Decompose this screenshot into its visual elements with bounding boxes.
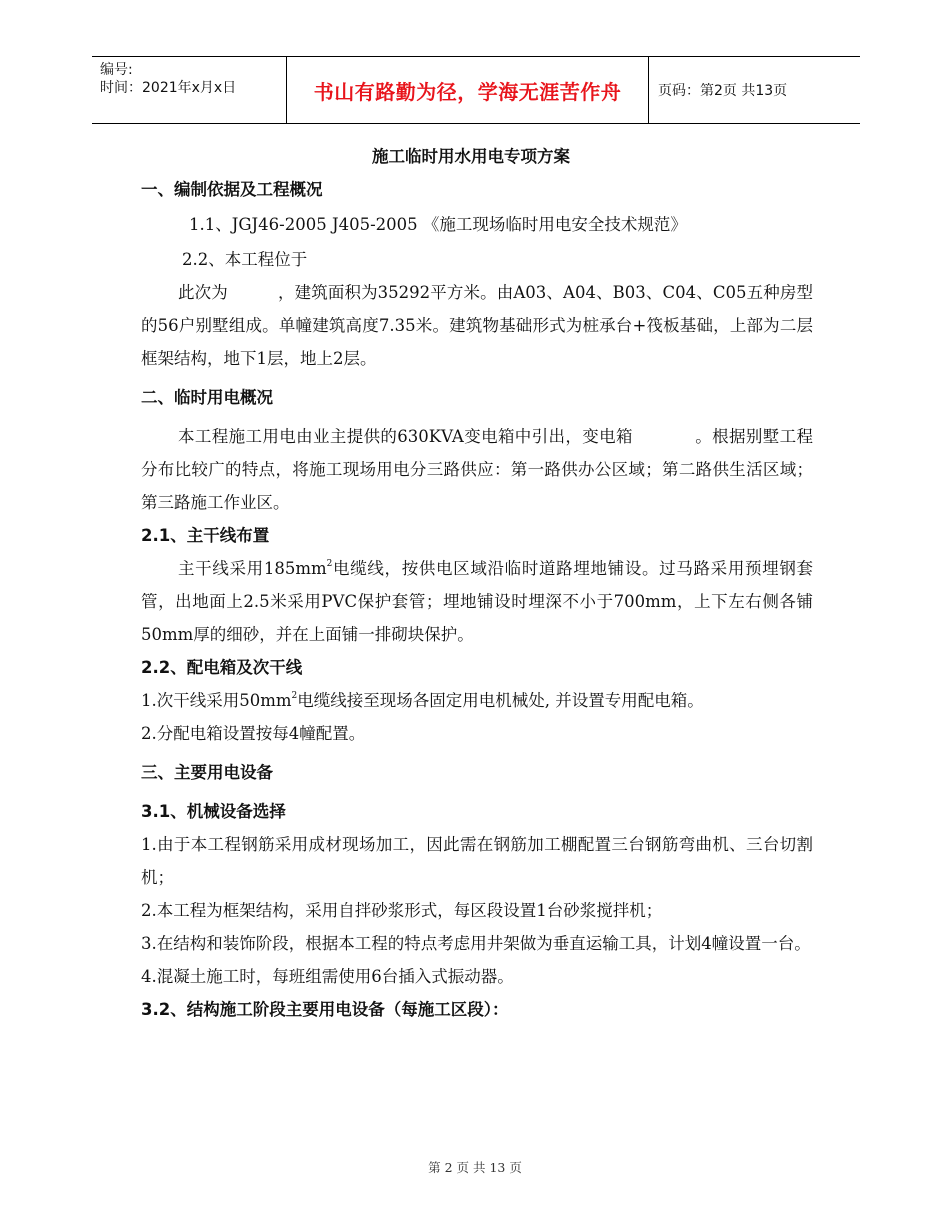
subsection-heading: 3.1、机械设备选择 — [141, 802, 286, 821]
list-item-text: 1.次干线采用50mm — [141, 691, 292, 710]
reference-line: 1.1、JGJ46-2005 J405-2005 《施工现场临时用电安全技术规范》 — [189, 215, 687, 234]
list-item: 4.混凝土施工时，每班组需使用6台插入式振动器。 — [141, 967, 514, 986]
location-line: 2.2、本工程位于 — [182, 250, 308, 269]
document-body — [141, 140, 813, 1026]
paragraph-text: 本工程施工用电由业主提供的630KVA变电箱中引出，变电箱 — [178, 427, 633, 446]
list-item: 2.本工程为框架结构，采用自拌砂浆形式，每区段设置1台砂浆搅拌机； — [141, 901, 663, 920]
list-item: 2.分配电箱设置按每4幢配置。 — [141, 724, 366, 743]
header-page-info: 页码：第2页 共13页 — [658, 83, 788, 99]
superscript: 2 — [326, 559, 333, 569]
subsection-heading: 2.2、配电箱及次干线 — [141, 658, 303, 677]
section-heading: 二、临时用电概况 — [141, 388, 273, 407]
list-item — [141, 684, 813, 717]
section-heading: 一、编制依据及工程概况 — [141, 180, 323, 199]
page-header — [92, 56, 860, 124]
time-label: 时间：2021年x月x日 — [100, 80, 237, 96]
subsection-heading: 3.2、结构施工阶段主要用电设备（每施工区段）： — [141, 1000, 509, 1019]
paragraph-text: 主干线采用185mm — [178, 559, 327, 578]
list-item-text: 电缆线接至现场各固定用电机械处, 并设置专用配电箱。 — [297, 691, 704, 710]
document-title: 施工临时用水用电专项方案 — [372, 147, 570, 166]
header-motto: 书山有路勤为径，学海无涯苦作舟 — [313, 79, 622, 104]
list-item: 3.在结构和装饰阶段，根据本工程的特点考虑用井架做为垂直运输工具，计划4幢设置一台。 — [141, 934, 811, 953]
paragraph — [141, 420, 813, 519]
header-divider — [648, 57, 649, 123]
header-meta — [100, 61, 236, 97]
paragraph-text: 此次为 — [178, 283, 228, 302]
paragraph-text: 电缆线，按供电区域沿临时道路埋地铺设。过马路采用预埋钢套管，出地面上2.5米采用PVC保护套管；埋地铺设时埋深不小于700mm，上下左右侧各铺50mm厚的细砂，并在上面铺一排砌块保护。 — [141, 559, 813, 644]
paragraph — [141, 276, 813, 375]
subsection-heading: 2.1、主干线布置 — [141, 526, 270, 545]
superscript: 2 — [291, 691, 298, 701]
list-item: 1.由于本工程钢筋采用成材现场加工，因此需在钢筋加工棚配置三台钢筋弯曲机、三台切割机； — [141, 835, 813, 887]
paragraph-text: ，建筑面积为35292平方米。由A03、A04、B03、C04、C05五种房型的56户别墅组成。单幢建筑高度7.35米。建筑物基础形式为桩承台+筏板基础，上部为二层框架结构，地下1层，地上2层。 — [141, 283, 813, 368]
paragraph-text: 。根据别墅工程分布比较广的特点，将施工现场用电分三路供应：第一路供办公区域；第二路供生活区域；第三路施工作业区。 — [141, 427, 813, 512]
paragraph — [141, 552, 813, 651]
number-label: 编号: — [100, 62, 133, 78]
section-heading: 三、主要用电设备 — [141, 763, 273, 782]
page-footer: 第 2 页 共 13 页 — [428, 1160, 522, 1175]
